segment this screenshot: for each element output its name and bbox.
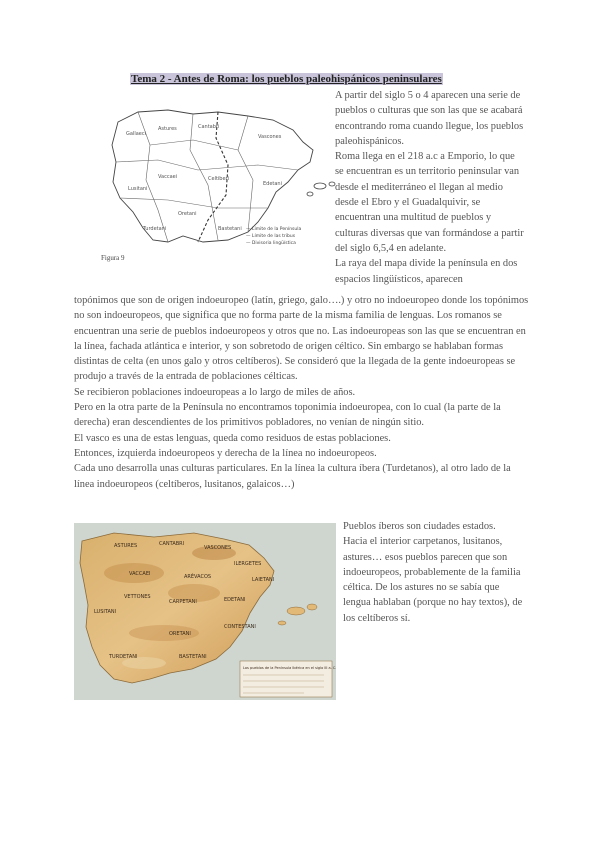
main-paragraph-3: Pero en la otra parte de la Península no encontramos toponimia indoeuropea, con lo cual (la parte de la derecha) eran descendientes de los primitivos pobladores, no venían de ningún sitio. xyxy=(74,402,501,429)
main-paragraph-6: Cada uno desarrolla unas culturas particulares. En la línea la cultura íbera (Turdetanos), al otro lado de la línea indoeuropeos (celtíberos, lusitanos, galaicos…) xyxy=(74,463,511,490)
svg-text:Turdetani: Turdetani xyxy=(143,226,167,232)
intro-paragraph-1: A partir del siglo 5 o 4 aparecen una serie de pueblos o culturas que son las que se acabará encontrando roma cuando llegue, los pueblos paleohispánicos. xyxy=(335,90,524,147)
svg-text:Bastetani: Bastetani xyxy=(218,226,242,232)
main-paragraph-5: Entonces, izquierda indoeuropeos y derecha de la línea no indoeuropeos. xyxy=(74,447,377,459)
peoples-relief-map xyxy=(74,523,336,700)
svg-text:Celtiberi: Celtiberi xyxy=(208,176,230,182)
main-paragraph-4: El vasco es una de estas lenguas, queda como residuos de estas poblaciones. xyxy=(74,432,391,444)
map1-legend-2: — Límite de las tribus xyxy=(246,234,296,239)
iberian-peoples-column xyxy=(343,519,528,626)
intro-column xyxy=(335,88,525,287)
intro-paragraph-2: Roma llega en el 218 a.c a Emporio, lo que se encuentran es un territorio peninsular van desde el mediterráneo el llegan al medio desde el Ebro y el Guadalquivir, se encuentran una multitud de pueblos y culturas diversas que van formándose a partir del siglo 6,5,4 en adelante. xyxy=(335,151,524,254)
svg-text:Lusitani: Lusitani xyxy=(128,186,148,192)
page-title: Tema 2 - Antes de Roma: los pueblos paleohispánicos peninsulares xyxy=(131,73,442,85)
map2-label-astures: ASTURES xyxy=(114,543,138,549)
svg-text:Astures: Astures xyxy=(158,126,177,132)
map2-label-vaccaei: VACCAEI xyxy=(129,571,151,577)
peninsula-outline-map xyxy=(98,90,338,270)
intro-paragraph-3: La raya del mapa divide la península en dos espacios lingüísticos, aparecen xyxy=(335,258,518,285)
map2-label-bastetani: BASTETANI xyxy=(179,654,207,660)
svg-text:Cantabri: Cantabri xyxy=(198,124,220,130)
iberian-paragraph-1: Pueblos íberos son ciudades estados. xyxy=(343,521,496,532)
map2-label-cantabri: CANTABRI xyxy=(159,541,185,547)
map2-label-oretani: ORETANI xyxy=(169,631,191,637)
map2-label-arevacos: ARÉVACOS xyxy=(184,574,212,580)
map2-label-contestani: CONTESTANI xyxy=(224,624,256,630)
map2-label-laietani: LAIETANI xyxy=(252,577,275,583)
map1-legend-1: — Límite de la Península xyxy=(246,227,302,232)
map2-label-ilergetes: ILERGETES xyxy=(234,561,262,567)
map2-label-edetani: EDETANI xyxy=(224,597,246,603)
map1-figure-label: Figura 9 xyxy=(101,254,125,262)
map2-label-turdetani: TURDETANI xyxy=(109,654,138,660)
svg-text:Vascones: Vascones xyxy=(258,134,282,140)
map2-label-vascones: VASCONES xyxy=(204,545,232,551)
map2-label-carpetani: CARPETANI xyxy=(169,599,197,605)
iberian-paragraph-2: Hacia el interior carpetanos, lusitanos, astures… esos pueblos parecen que son indoeuropeos, probablemente de la familia céltica. De los astures no se sabía que lengua hablaban (porque no hay textos), de los celtíberos sí. xyxy=(343,536,523,624)
svg-text:Vaccaei: Vaccaei xyxy=(158,174,178,180)
map2-label-vettones: VETTONES xyxy=(124,594,151,600)
map2-caption: Los pueblos de la Península Ibérica en el siglo III a. C. xyxy=(243,666,336,670)
svg-text:Edetani: Edetani xyxy=(263,181,282,187)
map1-legend-3: — Divisoria lingüística xyxy=(246,241,296,246)
map2-label-lusitani: LUSITANI xyxy=(94,609,117,615)
main-paragraph-2: Se recibieron poblaciones indoeuropeas a lo largo de miles de años. xyxy=(74,386,356,398)
main-text xyxy=(74,293,529,492)
main-paragraph-1: topónimos que son de origen indoeuropeo (latín, griego, galo….) y otro no indoeuropeo donde los topónimos no son indoeuropeos, que significa que no forma parte de la misma familia de lenguas. Los romanos se encuentran una serie de pueblos indoeuropeos y otros que no. Las indoeuropeas son las que se encuentran en la línea, fachada atlántica e interior, y son sobretodo de origen céltico. Sin embargo se hablaban formas distintas de celta (en unos galo y otros celtíberos). Se consideró que la llegada de la gente indoeuropeas se produjo a través de la entrada de poblaciones célticas. xyxy=(74,295,529,383)
svg-text:Oretani: Oretani xyxy=(178,211,197,217)
svg-text:Gallaeci: Gallaeci xyxy=(126,131,146,137)
